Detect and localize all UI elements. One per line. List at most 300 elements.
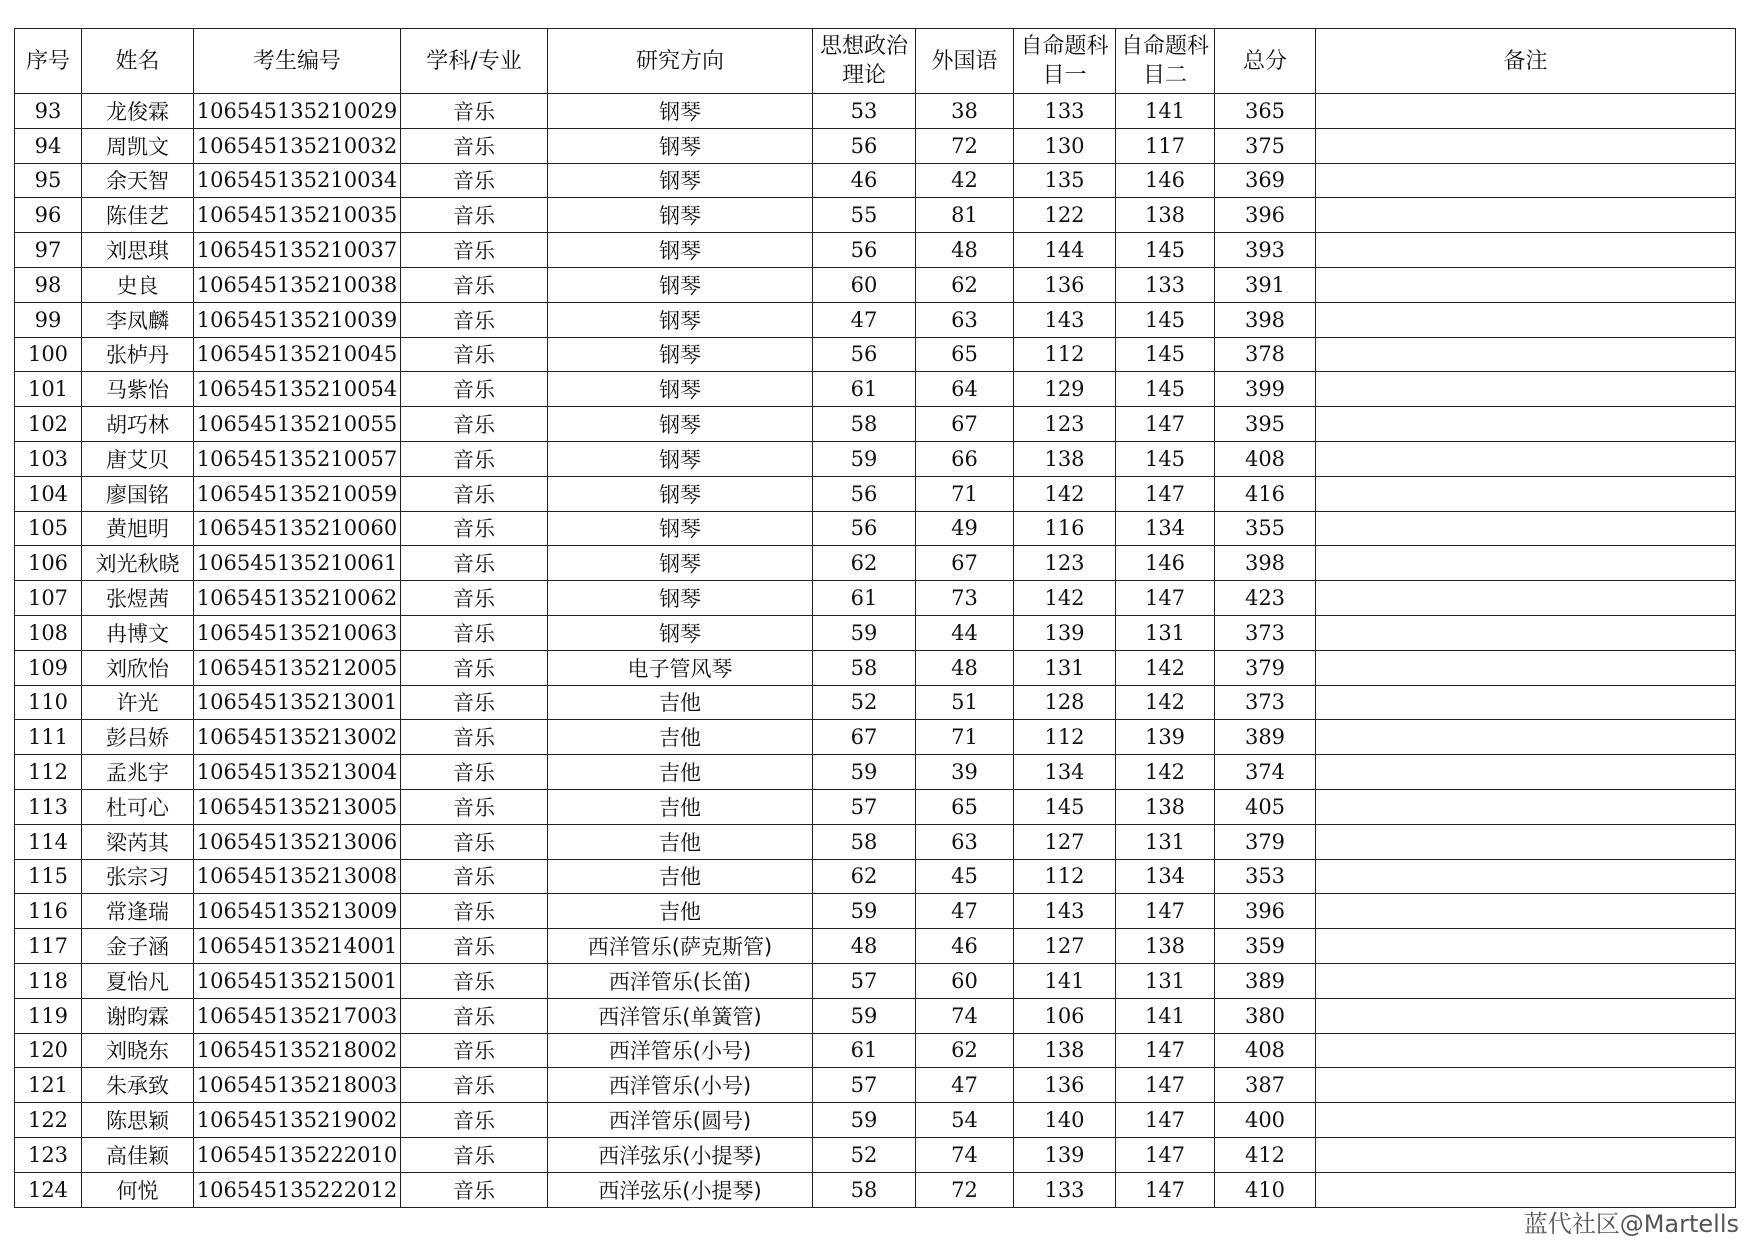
cell-direction: 钢琴 bbox=[548, 337, 813, 372]
cell-major: 音乐 bbox=[401, 789, 548, 824]
cell-foreign-language: 74 bbox=[916, 998, 1014, 1033]
cell-seq: 112 bbox=[15, 755, 82, 790]
cell-remarks bbox=[1316, 511, 1736, 546]
cell-candidate-id: 106545135213008 bbox=[194, 859, 401, 894]
cell-seq: 114 bbox=[15, 824, 82, 859]
header-row bbox=[15, 29, 1736, 94]
cell-foreign-language: 49 bbox=[916, 511, 1014, 546]
table-header bbox=[15, 29, 1736, 94]
header-candidate-id: 考生编号 bbox=[194, 29, 401, 94]
cell-remarks bbox=[1316, 859, 1736, 894]
cell-candidate-id: 106545135210034 bbox=[194, 163, 401, 198]
cell-direction: 吉他 bbox=[548, 894, 813, 929]
cell-major: 音乐 bbox=[401, 441, 548, 476]
cell-subject2: 147 bbox=[1116, 894, 1215, 929]
cell-major: 音乐 bbox=[401, 1033, 548, 1068]
cell-total: 389 bbox=[1215, 720, 1316, 755]
cell-foreign-language: 81 bbox=[916, 198, 1014, 233]
cell-major: 音乐 bbox=[401, 337, 548, 372]
cell-seq: 96 bbox=[15, 198, 82, 233]
cell-major: 音乐 bbox=[401, 302, 548, 337]
cell-name: 胡巧林 bbox=[82, 407, 194, 442]
table-row bbox=[15, 1033, 1736, 1068]
cell-direction: 吉他 bbox=[548, 720, 813, 755]
cell-major: 音乐 bbox=[401, 824, 548, 859]
cell-subject1: 123 bbox=[1014, 546, 1116, 581]
cell-seq: 113 bbox=[15, 789, 82, 824]
table-row bbox=[15, 302, 1736, 337]
cell-candidate-id: 106545135212005 bbox=[194, 650, 401, 685]
cell-foreign-language: 66 bbox=[916, 441, 1014, 476]
cell-foreign-language: 44 bbox=[916, 615, 1014, 650]
cell-remarks bbox=[1316, 1172, 1736, 1207]
cell-candidate-id: 106545135210054 bbox=[194, 372, 401, 407]
cell-major: 音乐 bbox=[401, 546, 548, 581]
cell-subject1: 140 bbox=[1014, 1103, 1116, 1138]
cell-politics: 57 bbox=[813, 963, 916, 998]
cell-total: 369 bbox=[1215, 163, 1316, 198]
cell-major: 音乐 bbox=[401, 476, 548, 511]
cell-major: 音乐 bbox=[401, 1103, 548, 1138]
cell-foreign-language: 63 bbox=[916, 302, 1014, 337]
cell-direction: 吉他 bbox=[548, 859, 813, 894]
cell-remarks bbox=[1316, 94, 1736, 129]
cell-subject2: 147 bbox=[1116, 581, 1215, 616]
cell-candidate-id: 106545135222012 bbox=[194, 1172, 401, 1207]
cell-name: 夏怡凡 bbox=[82, 963, 194, 998]
cell-politics: 58 bbox=[813, 1172, 916, 1207]
cell-major: 音乐 bbox=[401, 267, 548, 302]
cell-remarks bbox=[1316, 929, 1736, 964]
cell-major: 音乐 bbox=[401, 998, 548, 1033]
cell-name: 刘光秋晓 bbox=[82, 546, 194, 581]
cell-politics: 48 bbox=[813, 929, 916, 964]
header-major: 学科/专业 bbox=[401, 29, 548, 94]
cell-seq: 116 bbox=[15, 894, 82, 929]
table-row bbox=[15, 372, 1736, 407]
cell-total: 355 bbox=[1215, 511, 1316, 546]
cell-candidate-id: 106545135210062 bbox=[194, 581, 401, 616]
cell-name: 冉博文 bbox=[82, 615, 194, 650]
cell-name: 谢昀霖 bbox=[82, 998, 194, 1033]
cell-major: 音乐 bbox=[401, 1137, 548, 1172]
table-row bbox=[15, 511, 1736, 546]
cell-direction: 钢琴 bbox=[548, 581, 813, 616]
cell-major: 音乐 bbox=[401, 615, 548, 650]
cell-total: 375 bbox=[1215, 128, 1316, 163]
cell-candidate-id: 106545135210061 bbox=[194, 546, 401, 581]
cell-remarks bbox=[1316, 128, 1736, 163]
cell-direction: 西洋管乐(萨克斯管) bbox=[548, 929, 813, 964]
cell-politics: 53 bbox=[813, 94, 916, 129]
cell-remarks bbox=[1316, 233, 1736, 268]
cell-subject1: 139 bbox=[1014, 615, 1116, 650]
cell-total: 398 bbox=[1215, 546, 1316, 581]
cell-foreign-language: 48 bbox=[916, 650, 1014, 685]
cell-seq: 104 bbox=[15, 476, 82, 511]
cell-total: 412 bbox=[1215, 1137, 1316, 1172]
cell-remarks bbox=[1316, 755, 1736, 790]
cell-seq: 124 bbox=[15, 1172, 82, 1207]
cell-direction: 钢琴 bbox=[548, 233, 813, 268]
cell-direction: 西洋管乐(小号) bbox=[548, 1068, 813, 1103]
cell-remarks bbox=[1316, 963, 1736, 998]
cell-direction: 吉他 bbox=[548, 755, 813, 790]
cell-subject1: 130 bbox=[1014, 128, 1116, 163]
cell-seq: 117 bbox=[15, 929, 82, 964]
cell-seq: 103 bbox=[15, 441, 82, 476]
cell-name: 高佳颖 bbox=[82, 1137, 194, 1172]
cell-name: 唐艾贝 bbox=[82, 441, 194, 476]
cell-remarks bbox=[1316, 581, 1736, 616]
cell-candidate-id: 106545135214001 bbox=[194, 929, 401, 964]
cell-direction: 钢琴 bbox=[548, 302, 813, 337]
cell-subject1: 112 bbox=[1014, 720, 1116, 755]
cell-major: 音乐 bbox=[401, 198, 548, 233]
cell-remarks bbox=[1316, 615, 1736, 650]
cell-politics: 59 bbox=[813, 755, 916, 790]
cell-remarks bbox=[1316, 267, 1736, 302]
cell-remarks bbox=[1316, 998, 1736, 1033]
cell-candidate-id: 106545135210035 bbox=[194, 198, 401, 233]
header-subject2: 自命题科目二 bbox=[1116, 29, 1215, 94]
cell-remarks bbox=[1316, 789, 1736, 824]
cell-total: 374 bbox=[1215, 755, 1316, 790]
cell-name: 孟兆宇 bbox=[82, 755, 194, 790]
cell-politics: 59 bbox=[813, 1103, 916, 1138]
cell-subject2: 138 bbox=[1116, 198, 1215, 233]
cell-major: 音乐 bbox=[401, 859, 548, 894]
cell-candidate-id: 106545135218003 bbox=[194, 1068, 401, 1103]
cell-subject2: 131 bbox=[1116, 615, 1215, 650]
cell-candidate-id: 106545135210029 bbox=[194, 94, 401, 129]
cell-seq: 100 bbox=[15, 337, 82, 372]
cell-remarks bbox=[1316, 650, 1736, 685]
cell-candidate-id: 106545135210060 bbox=[194, 511, 401, 546]
cell-candidate-id: 106545135210059 bbox=[194, 476, 401, 511]
header-direction: 研究方向 bbox=[548, 29, 813, 94]
table-row bbox=[15, 441, 1736, 476]
cell-subject2: 142 bbox=[1116, 650, 1215, 685]
cell-seq: 107 bbox=[15, 581, 82, 616]
cell-subject2: 145 bbox=[1116, 302, 1215, 337]
cell-candidate-id: 106545135213002 bbox=[194, 720, 401, 755]
table-row bbox=[15, 963, 1736, 998]
cell-name: 彭吕娇 bbox=[82, 720, 194, 755]
cell-politics: 61 bbox=[813, 372, 916, 407]
cell-foreign-language: 62 bbox=[916, 1033, 1014, 1068]
cell-direction: 钢琴 bbox=[548, 511, 813, 546]
cell-subject2: 117 bbox=[1116, 128, 1215, 163]
cell-major: 音乐 bbox=[401, 720, 548, 755]
table-row bbox=[15, 859, 1736, 894]
cell-total: 410 bbox=[1215, 1172, 1316, 1207]
table-row bbox=[15, 198, 1736, 233]
cell-remarks bbox=[1316, 685, 1736, 720]
cell-candidate-id: 106545135222010 bbox=[194, 1137, 401, 1172]
cell-total: 423 bbox=[1215, 581, 1316, 616]
cell-total: 389 bbox=[1215, 963, 1316, 998]
cell-foreign-language: 72 bbox=[916, 1172, 1014, 1207]
cell-subject2: 141 bbox=[1116, 94, 1215, 129]
cell-name: 龙俊霖 bbox=[82, 94, 194, 129]
header-remarks: 备注 bbox=[1316, 29, 1736, 94]
cell-total: 379 bbox=[1215, 650, 1316, 685]
cell-total: 387 bbox=[1215, 1068, 1316, 1103]
table-row bbox=[15, 650, 1736, 685]
cell-candidate-id: 106545135219002 bbox=[194, 1103, 401, 1138]
cell-candidate-id: 106545135218002 bbox=[194, 1033, 401, 1068]
table-row bbox=[15, 476, 1736, 511]
cell-candidate-id: 106545135210032 bbox=[194, 128, 401, 163]
cell-total: 373 bbox=[1215, 685, 1316, 720]
cell-politics: 62 bbox=[813, 546, 916, 581]
cell-subject1: 144 bbox=[1014, 233, 1116, 268]
cell-subject2: 145 bbox=[1116, 441, 1215, 476]
cell-direction: 钢琴 bbox=[548, 407, 813, 442]
cell-name: 陈佳艺 bbox=[82, 198, 194, 233]
cell-subject1: 131 bbox=[1014, 650, 1116, 685]
cell-name: 马紫怡 bbox=[82, 372, 194, 407]
cell-foreign-language: 71 bbox=[916, 720, 1014, 755]
cell-foreign-language: 47 bbox=[916, 1068, 1014, 1103]
cell-foreign-language: 45 bbox=[916, 859, 1014, 894]
cell-subject1: 143 bbox=[1014, 894, 1116, 929]
cell-remarks bbox=[1316, 476, 1736, 511]
cell-candidate-id: 106545135210039 bbox=[194, 302, 401, 337]
cell-direction: 吉他 bbox=[548, 824, 813, 859]
cell-politics: 61 bbox=[813, 1033, 916, 1068]
cell-direction: 吉他 bbox=[548, 685, 813, 720]
cell-politics: 55 bbox=[813, 198, 916, 233]
cell-subject2: 147 bbox=[1116, 1172, 1215, 1207]
cell-total: 359 bbox=[1215, 929, 1316, 964]
cell-major: 音乐 bbox=[401, 128, 548, 163]
cell-foreign-language: 38 bbox=[916, 94, 1014, 129]
cell-direction: 钢琴 bbox=[548, 128, 813, 163]
cell-seq: 95 bbox=[15, 163, 82, 198]
cell-politics: 58 bbox=[813, 824, 916, 859]
cell-name: 周凯文 bbox=[82, 128, 194, 163]
cell-foreign-language: 39 bbox=[916, 755, 1014, 790]
cell-subject1: 127 bbox=[1014, 824, 1116, 859]
cell-direction: 钢琴 bbox=[548, 441, 813, 476]
cell-politics: 46 bbox=[813, 163, 916, 198]
cell-candidate-id: 106545135210055 bbox=[194, 407, 401, 442]
cell-major: 音乐 bbox=[401, 685, 548, 720]
cell-name: 许光 bbox=[82, 685, 194, 720]
cell-direction: 西洋弦乐(小提琴) bbox=[548, 1137, 813, 1172]
cell-seq: 102 bbox=[15, 407, 82, 442]
header-foreign-language: 外国语 bbox=[916, 29, 1014, 94]
table-row bbox=[15, 267, 1736, 302]
cell-subject2: 131 bbox=[1116, 963, 1215, 998]
cell-name: 常逢瑞 bbox=[82, 894, 194, 929]
cell-major: 音乐 bbox=[401, 581, 548, 616]
cell-name: 黄旭明 bbox=[82, 511, 194, 546]
cell-name: 刘晓东 bbox=[82, 1033, 194, 1068]
cell-foreign-language: 46 bbox=[916, 929, 1014, 964]
cell-subject1: 127 bbox=[1014, 929, 1116, 964]
cell-foreign-language: 74 bbox=[916, 1137, 1014, 1172]
cell-remarks bbox=[1316, 407, 1736, 442]
cell-major: 音乐 bbox=[401, 407, 548, 442]
cell-foreign-language: 48 bbox=[916, 233, 1014, 268]
cell-seq: 109 bbox=[15, 650, 82, 685]
cell-seq: 93 bbox=[15, 94, 82, 129]
cell-name: 陈思颖 bbox=[82, 1103, 194, 1138]
cell-name: 梁芮其 bbox=[82, 824, 194, 859]
cell-foreign-language: 47 bbox=[916, 894, 1014, 929]
cell-total: 408 bbox=[1215, 441, 1316, 476]
table-row bbox=[15, 94, 1736, 129]
cell-subject2: 145 bbox=[1116, 337, 1215, 372]
cell-candidate-id: 106545135213005 bbox=[194, 789, 401, 824]
cell-subject1: 145 bbox=[1014, 789, 1116, 824]
cell-major: 音乐 bbox=[401, 511, 548, 546]
cell-direction: 西洋弦乐(小提琴) bbox=[548, 1172, 813, 1207]
cell-name: 廖国铭 bbox=[82, 476, 194, 511]
cell-politics: 56 bbox=[813, 511, 916, 546]
cell-politics: 56 bbox=[813, 337, 916, 372]
cell-candidate-id: 106545135210045 bbox=[194, 337, 401, 372]
cell-foreign-language: 65 bbox=[916, 337, 1014, 372]
cell-direction: 钢琴 bbox=[548, 163, 813, 198]
cell-name: 余天智 bbox=[82, 163, 194, 198]
cell-total: 378 bbox=[1215, 337, 1316, 372]
cell-total: 395 bbox=[1215, 407, 1316, 442]
cell-seq: 115 bbox=[15, 859, 82, 894]
cell-name: 史良 bbox=[82, 267, 194, 302]
cell-name: 金子涵 bbox=[82, 929, 194, 964]
cell-politics: 56 bbox=[813, 476, 916, 511]
cell-major: 音乐 bbox=[401, 163, 548, 198]
table-row bbox=[15, 615, 1736, 650]
cell-major: 音乐 bbox=[401, 929, 548, 964]
cell-direction: 吉他 bbox=[548, 789, 813, 824]
header-total: 总分 bbox=[1215, 29, 1316, 94]
cell-foreign-language: 42 bbox=[916, 163, 1014, 198]
cell-subject2: 138 bbox=[1116, 929, 1215, 964]
cell-subject1: 142 bbox=[1014, 476, 1116, 511]
cell-total: 399 bbox=[1215, 372, 1316, 407]
cell-seq: 121 bbox=[15, 1068, 82, 1103]
cell-subject2: 142 bbox=[1116, 755, 1215, 790]
table-row bbox=[15, 337, 1736, 372]
cell-remarks bbox=[1316, 163, 1736, 198]
cell-direction: 西洋管乐(单簧管) bbox=[548, 998, 813, 1033]
cell-name: 张栌丹 bbox=[82, 337, 194, 372]
cell-foreign-language: 67 bbox=[916, 407, 1014, 442]
cell-subject2: 145 bbox=[1116, 372, 1215, 407]
cell-total: 398 bbox=[1215, 302, 1316, 337]
cell-subject1: 116 bbox=[1014, 511, 1116, 546]
cell-candidate-id: 106545135210038 bbox=[194, 267, 401, 302]
cell-remarks bbox=[1316, 824, 1736, 859]
table-row bbox=[15, 755, 1736, 790]
cell-subject1: 112 bbox=[1014, 859, 1116, 894]
cell-total: 408 bbox=[1215, 1033, 1316, 1068]
cell-candidate-id: 106545135213006 bbox=[194, 824, 401, 859]
cell-politics: 56 bbox=[813, 128, 916, 163]
cell-subject2: 139 bbox=[1116, 720, 1215, 755]
cell-remarks bbox=[1316, 1033, 1736, 1068]
cell-subject2: 147 bbox=[1116, 1103, 1215, 1138]
cell-direction: 钢琴 bbox=[548, 94, 813, 129]
cell-seq: 105 bbox=[15, 511, 82, 546]
cell-foreign-language: 54 bbox=[916, 1103, 1014, 1138]
cell-total: 353 bbox=[1215, 859, 1316, 894]
cell-subject1: 134 bbox=[1014, 755, 1116, 790]
cell-candidate-id: 106545135210063 bbox=[194, 615, 401, 650]
table-row bbox=[15, 824, 1736, 859]
cell-direction: 西洋管乐(长笛) bbox=[548, 963, 813, 998]
cell-subject1: 122 bbox=[1014, 198, 1116, 233]
cell-direction: 钢琴 bbox=[548, 267, 813, 302]
header-seq: 序号 bbox=[15, 29, 82, 94]
cell-remarks bbox=[1316, 1068, 1736, 1103]
cell-seq: 94 bbox=[15, 128, 82, 163]
cell-subject2: 147 bbox=[1116, 1137, 1215, 1172]
cell-candidate-id: 106545135210037 bbox=[194, 233, 401, 268]
cell-total: 396 bbox=[1215, 198, 1316, 233]
cell-foreign-language: 60 bbox=[916, 963, 1014, 998]
table-row bbox=[15, 163, 1736, 198]
cell-subject2: 142 bbox=[1116, 685, 1215, 720]
cell-candidate-id: 106545135210057 bbox=[194, 441, 401, 476]
cell-subject1: 135 bbox=[1014, 163, 1116, 198]
cell-total: 373 bbox=[1215, 615, 1316, 650]
table-row bbox=[15, 929, 1736, 964]
cell-direction: 电子管风琴 bbox=[548, 650, 813, 685]
cell-name: 杜可心 bbox=[82, 789, 194, 824]
table-row bbox=[15, 998, 1736, 1033]
cell-subject2: 131 bbox=[1116, 824, 1215, 859]
cell-foreign-language: 63 bbox=[916, 824, 1014, 859]
table-row bbox=[15, 685, 1736, 720]
cell-remarks bbox=[1316, 1103, 1736, 1138]
cell-remarks bbox=[1316, 894, 1736, 929]
cell-politics: 59 bbox=[813, 998, 916, 1033]
cell-remarks bbox=[1316, 720, 1736, 755]
cell-politics: 62 bbox=[813, 859, 916, 894]
cell-subject1: 138 bbox=[1014, 441, 1116, 476]
cell-total: 380 bbox=[1215, 998, 1316, 1033]
cell-politics: 52 bbox=[813, 1137, 916, 1172]
table-body bbox=[15, 94, 1736, 1208]
cell-subject1: 142 bbox=[1014, 581, 1116, 616]
cell-seq: 118 bbox=[15, 963, 82, 998]
cell-politics: 60 bbox=[813, 267, 916, 302]
cell-foreign-language: 67 bbox=[916, 546, 1014, 581]
cell-candidate-id: 106545135213009 bbox=[194, 894, 401, 929]
cell-remarks bbox=[1316, 198, 1736, 233]
cell-politics: 59 bbox=[813, 894, 916, 929]
cell-subject2: 141 bbox=[1116, 998, 1215, 1033]
cell-subject1: 106 bbox=[1014, 998, 1116, 1033]
cell-politics: 47 bbox=[813, 302, 916, 337]
cell-total: 379 bbox=[1215, 824, 1316, 859]
cell-subject1: 136 bbox=[1014, 1068, 1116, 1103]
cell-major: 音乐 bbox=[401, 1068, 548, 1103]
cell-name: 刘欣怡 bbox=[82, 650, 194, 685]
cell-foreign-language: 64 bbox=[916, 372, 1014, 407]
score-table bbox=[14, 28, 1736, 1208]
table-row bbox=[15, 581, 1736, 616]
cell-total: 396 bbox=[1215, 894, 1316, 929]
cell-subject2: 133 bbox=[1116, 267, 1215, 302]
cell-remarks bbox=[1316, 546, 1736, 581]
